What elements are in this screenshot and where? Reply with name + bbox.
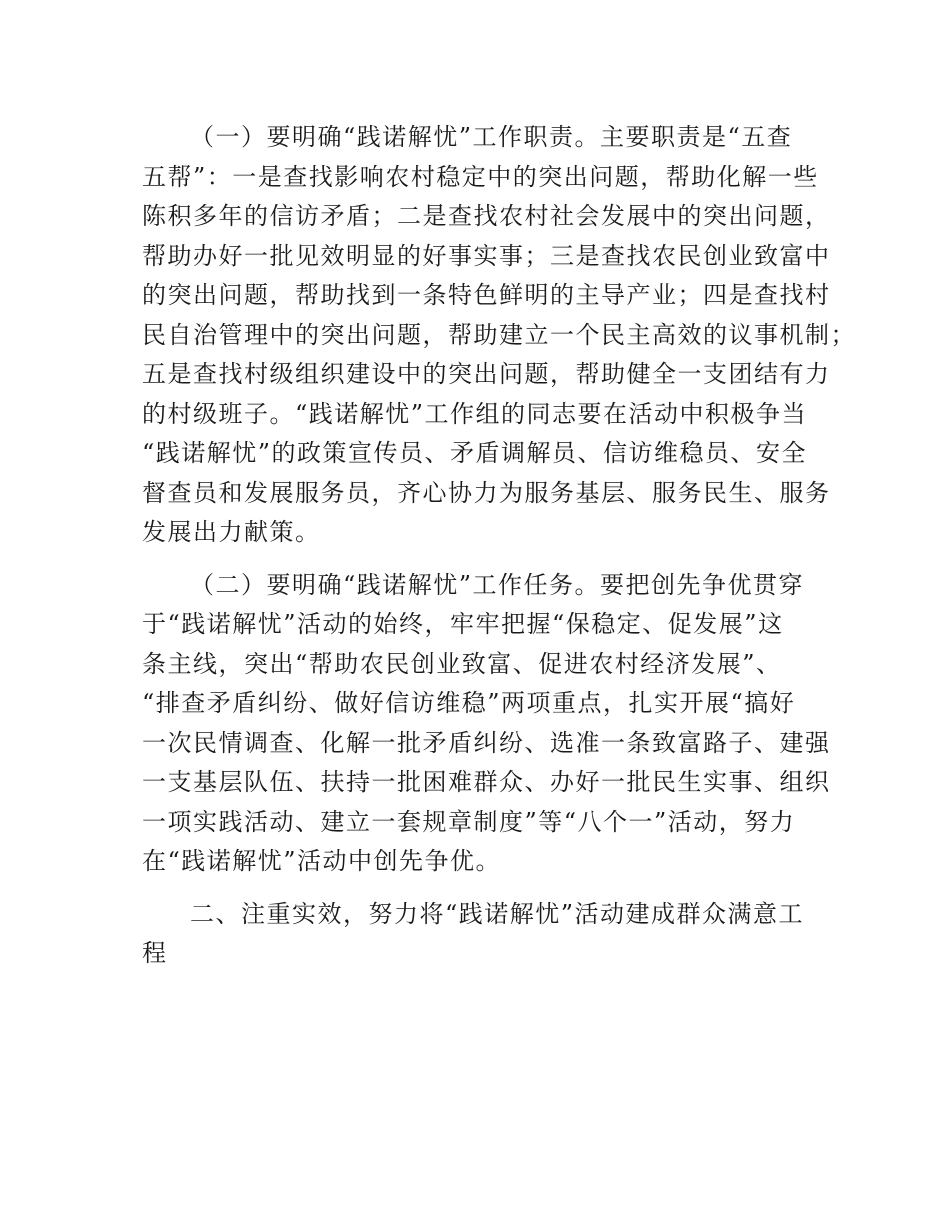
section-heading <box>142 895 810 974</box>
text-line: 一支基层队伍、扶持一批困难群众、办好一批民生实事、组织 <box>142 768 831 796</box>
text-line: 五帮”：一是查找影响农村稳定中的突出问题，帮助化解一些 <box>142 162 819 191</box>
text-line: 二、注重实效，努力将“践诺解忧”活动建成群众满意工 <box>190 899 805 928</box>
text-line: 的村级班子。“践诺解忧”工作组的同志要在活动中积极争当 <box>142 399 808 428</box>
text-line: 的突出问题，帮助找到一条特色鲜明的主导产业；四是查找村 <box>142 281 831 309</box>
text-line: 发展出力献策。 <box>142 518 321 546</box>
text-line: 五是查找村级组织建设中的突出问题，帮助健全一支团结有力 <box>142 360 831 388</box>
text-line: 一次民情调查、化解一批矛盾纠纷、选准一条致富路子、建强 <box>142 728 831 757</box>
text-line: 督查员和发展服务员，齐心协力为服务基层、服务民生、服务 <box>142 478 831 507</box>
text-line: “践诺解忧”的政策宣传员、矛盾调解员、信访维稳员、安全 <box>142 439 808 467</box>
text-line: 程 <box>142 939 168 967</box>
text-line: 帮助办好一批见效明显的好事实事；三是查找农民创业致富中 <box>142 241 831 270</box>
text-line: 条主线，突出“帮助农民创业致富、促进农村经济发展”、 <box>142 649 782 678</box>
text-line: “排查矛盾纠纷、做好信访维稳”两项重点，扎实开展“搞好 <box>142 689 796 717</box>
text-line: 陈积多年的信访矛盾；二是查找农村社会发展中的突出问题， <box>142 202 831 230</box>
text-line: （二）要明确“践诺解忧”工作任务。要把创先争优贯穿 <box>190 570 805 599</box>
text-line: 于“践诺解忧”活动的始终，牢牢把握“保稳定、促发展”这 <box>142 610 784 638</box>
paragraph-1 <box>142 118 856 553</box>
text-line: 民自治管理中的突出问题，帮助建立一个民主高效的议事机制； <box>142 320 856 349</box>
text-line: 在“践诺解忧”活动中创先争优。 <box>142 847 502 875</box>
text-line: 一项实践活动、建立一套规章制度”等“八个一”活动，努力 <box>142 807 796 836</box>
document-body <box>142 118 856 974</box>
text-line: （一）要明确“践诺解忧”工作职责。主要职责是“五查 <box>190 123 793 151</box>
paragraph-2 <box>142 566 831 882</box>
